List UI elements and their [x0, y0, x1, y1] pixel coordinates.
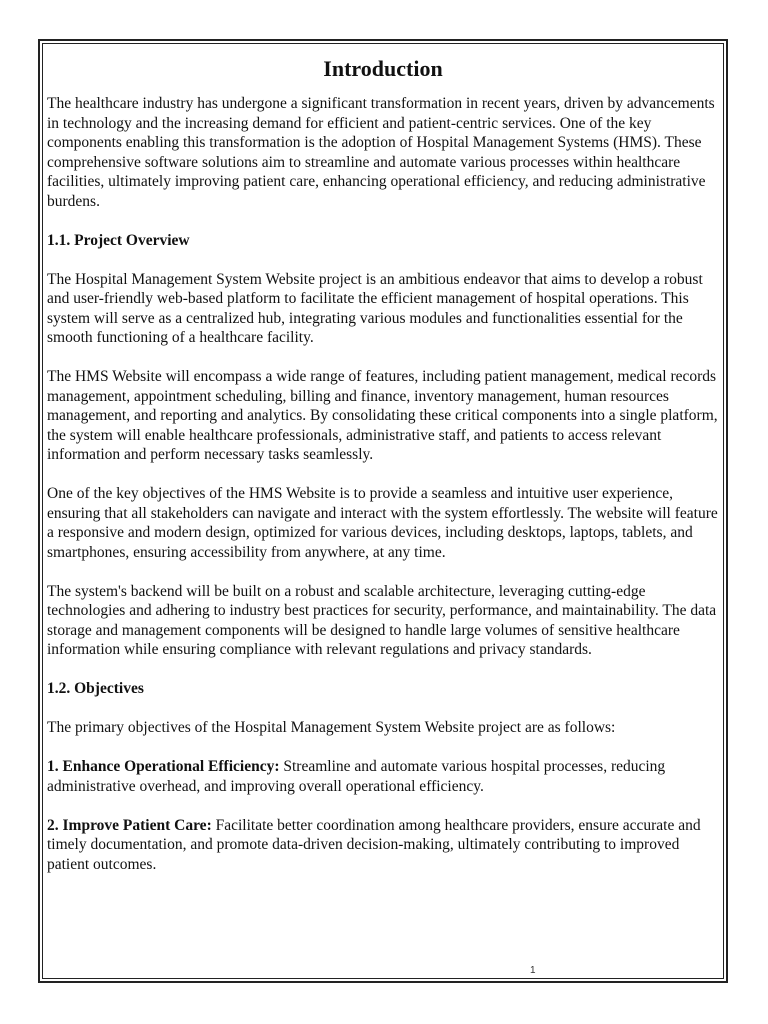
objective-item-text: Streamline and automate various hospital processes, reducing administrative overhead, and improving overall operational efficiency. [47, 758, 666, 795]
objective-item-label: 2. Improve Patient Care: [47, 816, 212, 834]
objectives-intro: The primary objectives of the Hospital Management System Website project are as follows: [47, 719, 616, 736]
overview-paragraph-1: The Hospital Management System Website project is an ambitious endeavor that aims to develop a robust and user-friendly web-based platform to facilitate the efficient management of hospital operations. This system will serve as a centralized hub, integrating various modules and functionalities essential for the smooth functioning of a healthcare facility. [47, 270, 703, 346]
page-title: Introduction [323, 56, 443, 81]
section-heading-project-overview: 1.1. Project Overview [47, 231, 190, 249]
objective-item-1 [47, 757, 719, 796]
page-number: 1 [530, 965, 536, 976]
section-heading-objectives: 1.2. Objectives [47, 680, 144, 697]
objective-item-2 [47, 816, 719, 875]
overview-paragraph-2: The HMS Website will encompass a wide range of features, including patient management, medical records management, appointment scheduling, billing and finance, inventory management, human resources management, and reporting and analytics. By consolidating these critical components into a single platform, the system will enable healthcare professionals, administrative staff, and patients to access relevant information and perform necessary tasks seamlessly. [47, 368, 718, 463]
overview-paragraph-3: One of the key objectives of the HMS Website is to provide a seamless and intuitive user experience, ensuring that all stakeholders can navigate and interact with the system effortlessly. The website will feature a responsive and modern design, optimized for various devices, including desktops, laptops, tablets, and smartphones, ensuring accessibility from anywhere, at any time. [47, 485, 718, 561]
overview-paragraph-4: The system's backend will be built on a robust and scalable architecture, leveraging cutting-edge technologies and adhering to industry best practices for security, performance, and maintainability. The data storage and management components will be designed to handle large volumes of sensitive healthcare information while ensuring compliance with relevant regulations and privacy standards. [47, 582, 717, 658]
objective-item-text: Facilitate better coordination among healthcare providers, ensure accurate and timely documentation, and promote data-driven decision-making, ultimately contributing to improved patient outcomes. [47, 816, 701, 873]
objective-item-label: 1. Enhance Operational Efficiency: [47, 758, 280, 775]
intro-paragraph: The healthcare industry has undergone a significant transformation in recent years, driven by advancements in technology and the increasing demand for efficient and patient-centric services. One of the key components enabling this transformation is the adoption of Hospital Management Systems (HMS). These comprehensive software solutions aim to streamline and automate various processes within healthcare facilities, ultimately improving patient care, enhancing operational efficiency, and reducing administrative burdens. [47, 95, 715, 210]
document-body [47, 52, 719, 874]
